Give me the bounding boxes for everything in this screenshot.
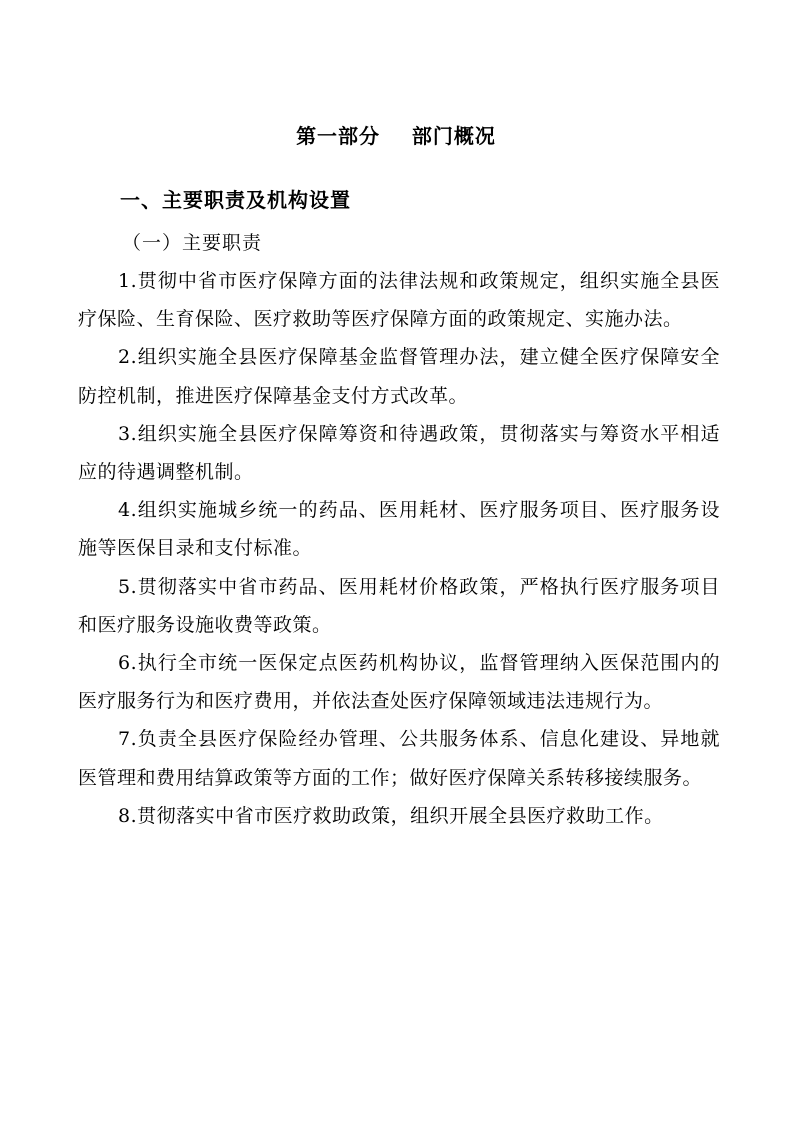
- duty-item-8: 8.贯彻落实中省市医疗救助政策，组织开展全县医疗救助工作。: [118, 804, 664, 827]
- duty-item-7: 7.负责全县医疗保险经办管理、公共服务体系、信息化建设、异地就医管理和费用结算政策等方面的工作；做好医疗保障关系转移接续服务。: [78, 728, 720, 789]
- duty-item-1: 1.贯彻中省市医疗保障方面的法律法规和政策规定，组织实施全县医疗保险、生育保险、医疗救助等医疗保障方面的政策规定、实施办法。: [78, 270, 720, 331]
- duty-item-6: 6.执行全市统一医保定点医药机构协议，监督管理纳入医保范围内的医疗服务行为和医疗费用，并依法查处医疗保障领域违法违规行为。: [78, 652, 720, 713]
- sub-heading: （一）主要职责: [122, 232, 263, 254]
- duty-item-2: 2.组织实施全县医疗保障基金监督管理办法，建立健全医疗保障安全防控机制，推进医疗保障基金支付方式改革。: [78, 346, 720, 407]
- duty-item-3: 3.组织实施全县医疗保障筹资和待遇政策，贯彻落实与筹资水平相适应的待遇调整机制。: [78, 422, 720, 484]
- page-title: 第一部分 部门概况: [296, 124, 496, 148]
- section-heading: 一、主要职责及机构设置: [120, 188, 351, 212]
- duty-item-4: 4.组织实施城乡统一的药品、医用耗材、医疗服务项目、医疗服务设施等医保目录和支付标准。: [78, 499, 720, 560]
- duty-item-5: 5.贯彻落实中省市药品、医用耗材价格政策，严格执行医疗服务项目和医疗服务设施收费等政策。: [78, 575, 720, 636]
- duties-list: [78, 262, 720, 835]
